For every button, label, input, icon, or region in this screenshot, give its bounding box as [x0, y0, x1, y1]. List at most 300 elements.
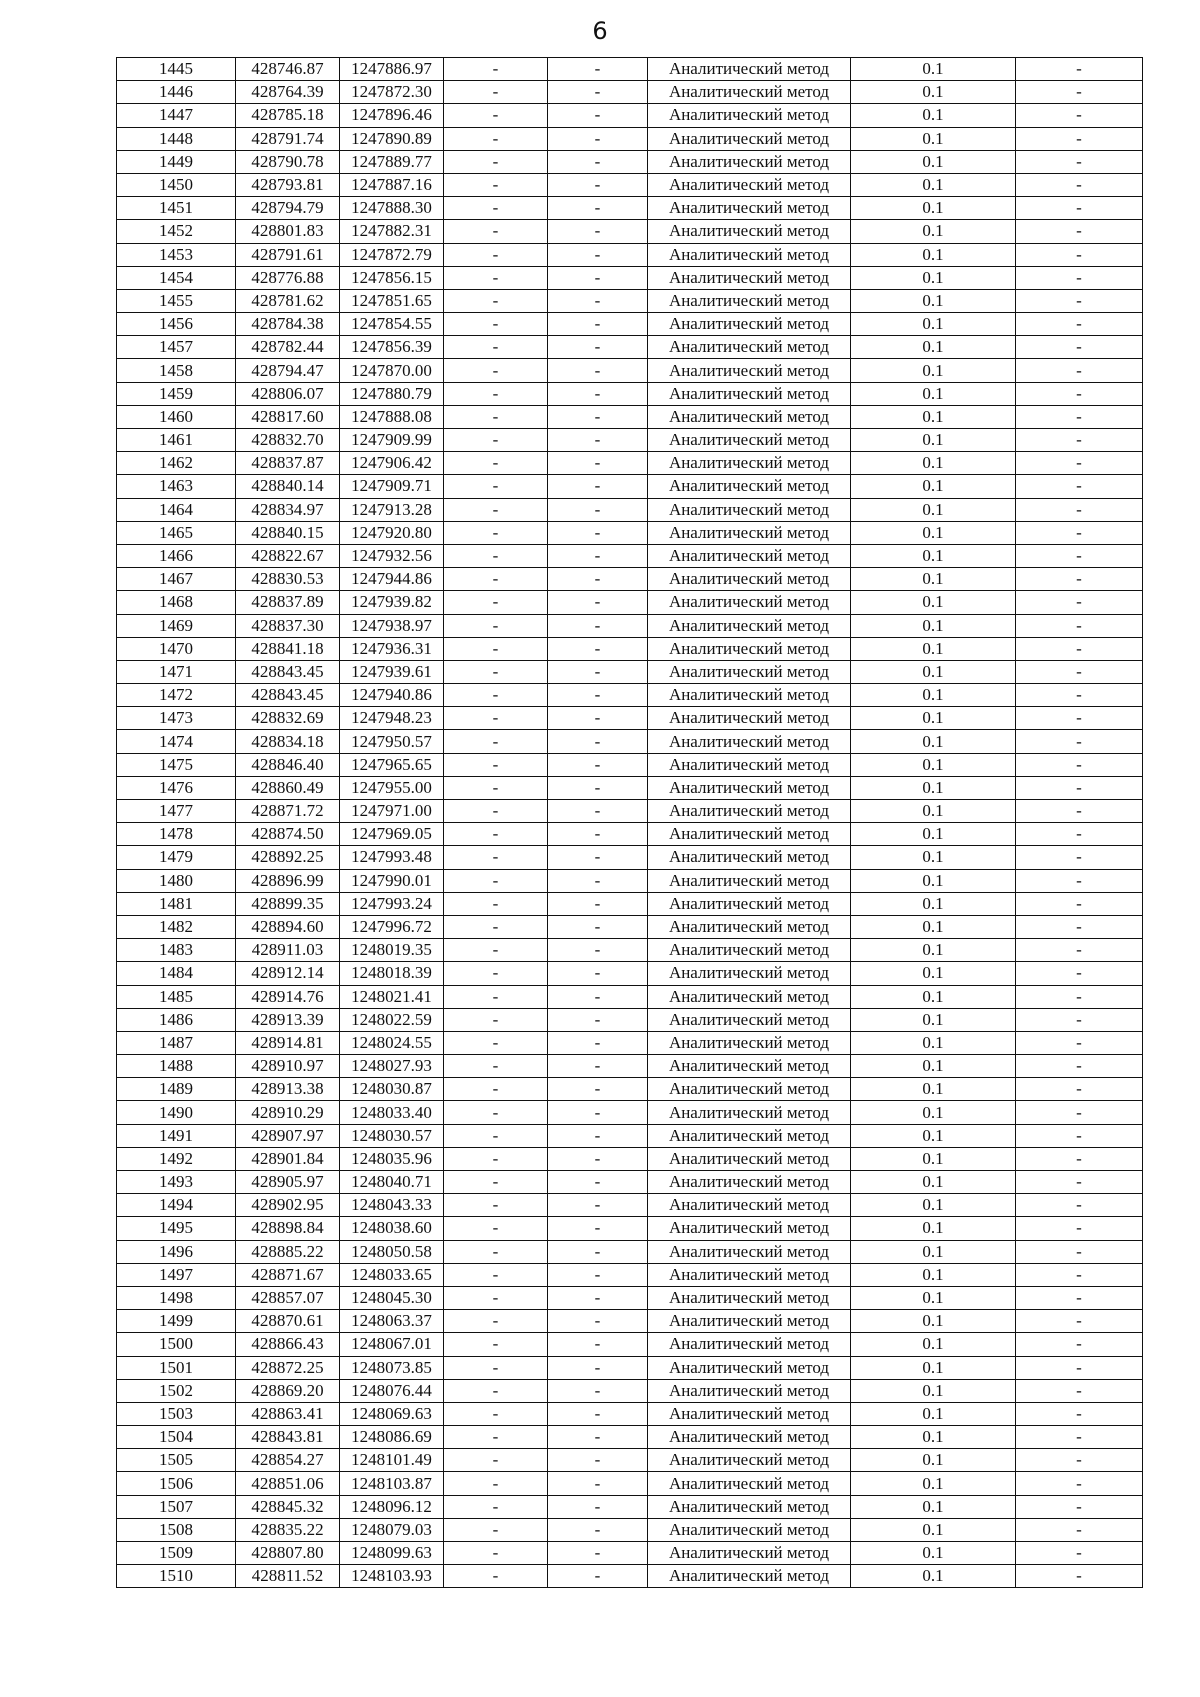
- accuracy-cell: 0.1: [851, 985, 1016, 1008]
- table-row: [117, 1426, 1143, 1449]
- empty-cell-1: -: [444, 475, 548, 498]
- point-number-cell: 1455: [117, 289, 236, 312]
- empty-cell-1: -: [444, 429, 548, 452]
- accuracy-cell: 0.1: [851, 197, 1016, 220]
- point-number-cell: 1493: [117, 1171, 236, 1194]
- method-cell: Аналитический метод: [648, 1333, 851, 1356]
- accuracy-cell: 0.1: [851, 939, 1016, 962]
- point-number-cell: 1478: [117, 823, 236, 846]
- empty-cell-2: -: [548, 776, 648, 799]
- y-coordinate-cell: 1248021.41: [340, 985, 444, 1008]
- empty-cell-2: -: [548, 127, 648, 150]
- method-cell: Аналитический метод: [648, 104, 851, 127]
- accuracy-cell: 0.1: [851, 1426, 1016, 1449]
- x-coordinate-cell: 428857.07: [236, 1286, 340, 1309]
- table-row: [117, 405, 1143, 428]
- table-row: [117, 1240, 1143, 1263]
- table-row: [117, 1333, 1143, 1356]
- table-row: [117, 498, 1143, 521]
- point-number-cell: 1449: [117, 150, 236, 173]
- empty-cell-1: -: [444, 1542, 548, 1565]
- x-coordinate-cell: 428911.03: [236, 939, 340, 962]
- table-row: [117, 1310, 1143, 1333]
- empty-cell-3: -: [1016, 220, 1143, 243]
- y-coordinate-cell: 1248050.58: [340, 1240, 444, 1263]
- method-cell: Аналитический метод: [648, 1495, 851, 1518]
- y-coordinate-cell: 1248035.96: [340, 1147, 444, 1170]
- y-coordinate-cell: 1247971.00: [340, 800, 444, 823]
- empty-cell-2: -: [548, 58, 648, 81]
- empty-cell-3: -: [1016, 684, 1143, 707]
- accuracy-cell: 0.1: [851, 243, 1016, 266]
- point-number-cell: 1471: [117, 660, 236, 683]
- accuracy-cell: 0.1: [851, 336, 1016, 359]
- method-cell: Аналитический метод: [648, 266, 851, 289]
- point-number-cell: 1477: [117, 800, 236, 823]
- empty-cell-3: -: [1016, 660, 1143, 683]
- y-coordinate-cell: 1247993.48: [340, 846, 444, 869]
- method-cell: Аналитический метод: [648, 730, 851, 753]
- y-coordinate-cell: 1248069.63: [340, 1402, 444, 1425]
- accuracy-cell: 0.1: [851, 1402, 1016, 1425]
- y-coordinate-cell: 1247909.99: [340, 429, 444, 452]
- empty-cell-1: -: [444, 359, 548, 382]
- point-number-cell: 1456: [117, 313, 236, 336]
- y-coordinate-cell: 1247886.97: [340, 58, 444, 81]
- point-number-cell: 1488: [117, 1055, 236, 1078]
- empty-cell-3: -: [1016, 452, 1143, 475]
- empty-cell-2: -: [548, 591, 648, 614]
- empty-cell-3: -: [1016, 707, 1143, 730]
- y-coordinate-cell: 1248101.49: [340, 1449, 444, 1472]
- accuracy-cell: 0.1: [851, 869, 1016, 892]
- empty-cell-3: -: [1016, 1542, 1143, 1565]
- accuracy-cell: 0.1: [851, 382, 1016, 405]
- y-coordinate-cell: 1247993.24: [340, 892, 444, 915]
- x-coordinate-cell: 428894.60: [236, 915, 340, 938]
- y-coordinate-cell: 1247888.30: [340, 197, 444, 220]
- method-cell: Аналитический метод: [648, 1286, 851, 1309]
- point-number-cell: 1447: [117, 104, 236, 127]
- method-cell: Аналитический метод: [648, 243, 851, 266]
- point-number-cell: 1468: [117, 591, 236, 614]
- point-number-cell: 1496: [117, 1240, 236, 1263]
- accuracy-cell: 0.1: [851, 1147, 1016, 1170]
- x-coordinate-cell: 428843.45: [236, 684, 340, 707]
- empty-cell-1: -: [444, 1402, 548, 1425]
- empty-cell-1: -: [444, 707, 548, 730]
- table-row: [117, 544, 1143, 567]
- accuracy-cell: 0.1: [851, 962, 1016, 985]
- empty-cell-3: -: [1016, 1356, 1143, 1379]
- empty-cell-3: -: [1016, 1426, 1143, 1449]
- empty-cell-1: -: [444, 220, 548, 243]
- y-coordinate-cell: 1247872.79: [340, 243, 444, 266]
- empty-cell-1: -: [444, 1171, 548, 1194]
- empty-cell-1: -: [444, 892, 548, 915]
- table-row: [117, 1286, 1143, 1309]
- point-number-cell: 1490: [117, 1101, 236, 1124]
- accuracy-cell: 0.1: [851, 1379, 1016, 1402]
- empty-cell-2: -: [548, 568, 648, 591]
- accuracy-cell: 0.1: [851, 1078, 1016, 1101]
- accuracy-cell: 0.1: [851, 544, 1016, 567]
- empty-cell-2: -: [548, 939, 648, 962]
- x-coordinate-cell: 428843.45: [236, 660, 340, 683]
- table-row: [117, 1008, 1143, 1031]
- accuracy-cell: 0.1: [851, 1031, 1016, 1054]
- point-number-cell: 1507: [117, 1495, 236, 1518]
- empty-cell-2: -: [548, 1124, 648, 1147]
- y-coordinate-cell: 1248030.87: [340, 1078, 444, 1101]
- empty-cell-3: -: [1016, 1147, 1143, 1170]
- point-number-cell: 1497: [117, 1263, 236, 1286]
- table-row: [117, 730, 1143, 753]
- empty-cell-1: -: [444, 1147, 548, 1170]
- point-number-cell: 1469: [117, 614, 236, 637]
- y-coordinate-cell: 1248067.01: [340, 1333, 444, 1356]
- x-coordinate-cell: 428834.97: [236, 498, 340, 521]
- x-coordinate-cell: 428910.97: [236, 1055, 340, 1078]
- empty-cell-2: -: [548, 869, 648, 892]
- accuracy-cell: 0.1: [851, 359, 1016, 382]
- empty-cell-1: -: [444, 1078, 548, 1101]
- page-number: 6: [592, 17, 608, 45]
- y-coordinate-cell: 1248086.69: [340, 1426, 444, 1449]
- y-coordinate-cell: 1248033.40: [340, 1101, 444, 1124]
- empty-cell-1: -: [444, 1194, 548, 1217]
- table-row: [117, 1194, 1143, 1217]
- accuracy-cell: 0.1: [851, 753, 1016, 776]
- y-coordinate-cell: 1248103.87: [340, 1472, 444, 1495]
- point-number-cell: 1481: [117, 892, 236, 915]
- empty-cell-2: -: [548, 1542, 648, 1565]
- empty-cell-3: -: [1016, 405, 1143, 428]
- table-row: [117, 1565, 1143, 1588]
- table-row: [117, 521, 1143, 544]
- method-cell: Аналитический метод: [648, 382, 851, 405]
- x-coordinate-cell: 428851.06: [236, 1472, 340, 1495]
- x-coordinate-cell: 428845.32: [236, 1495, 340, 1518]
- y-coordinate-cell: 1247996.72: [340, 915, 444, 938]
- empty-cell-2: -: [548, 1194, 648, 1217]
- x-coordinate-cell: 428746.87: [236, 58, 340, 81]
- accuracy-cell: 0.1: [851, 800, 1016, 823]
- empty-cell-1: -: [444, 1263, 548, 1286]
- empty-cell-1: -: [444, 1031, 548, 1054]
- method-cell: Аналитический метод: [648, 591, 851, 614]
- empty-cell-3: -: [1016, 1402, 1143, 1425]
- empty-cell-2: -: [548, 1171, 648, 1194]
- empty-cell-1: -: [444, 915, 548, 938]
- x-coordinate-cell: 428898.84: [236, 1217, 340, 1240]
- y-coordinate-cell: 1247936.31: [340, 637, 444, 660]
- empty-cell-2: -: [548, 1055, 648, 1078]
- empty-cell-3: -: [1016, 1379, 1143, 1402]
- empty-cell-3: -: [1016, 1449, 1143, 1472]
- empty-cell-3: -: [1016, 359, 1143, 382]
- empty-cell-3: -: [1016, 266, 1143, 289]
- y-coordinate-cell: 1247870.00: [340, 359, 444, 382]
- accuracy-cell: 0.1: [851, 660, 1016, 683]
- accuracy-cell: 0.1: [851, 1310, 1016, 1333]
- empty-cell-2: -: [548, 1565, 648, 1588]
- table-row: [117, 382, 1143, 405]
- accuracy-cell: 0.1: [851, 915, 1016, 938]
- x-coordinate-cell: 428854.27: [236, 1449, 340, 1472]
- empty-cell-2: -: [548, 1240, 648, 1263]
- accuracy-cell: 0.1: [851, 266, 1016, 289]
- empty-cell-1: -: [444, 197, 548, 220]
- accuracy-cell: 0.1: [851, 1472, 1016, 1495]
- empty-cell-3: -: [1016, 1008, 1143, 1031]
- empty-cell-3: -: [1016, 173, 1143, 196]
- empty-cell-2: -: [548, 498, 648, 521]
- accuracy-cell: 0.1: [851, 1217, 1016, 1240]
- empty-cell-2: -: [548, 614, 648, 637]
- empty-cell-2: -: [548, 1031, 648, 1054]
- empty-cell-2: -: [548, 800, 648, 823]
- x-coordinate-cell: 428841.18: [236, 637, 340, 660]
- empty-cell-2: -: [548, 730, 648, 753]
- table-row: [117, 313, 1143, 336]
- method-cell: Аналитический метод: [648, 127, 851, 150]
- empty-cell-1: -: [444, 1426, 548, 1449]
- empty-cell-1: -: [444, 452, 548, 475]
- empty-cell-3: -: [1016, 1055, 1143, 1078]
- point-number-cell: 1500: [117, 1333, 236, 1356]
- accuracy-cell: 0.1: [851, 1495, 1016, 1518]
- empty-cell-1: -: [444, 730, 548, 753]
- x-coordinate-cell: 428807.80: [236, 1542, 340, 1565]
- point-number-cell: 1479: [117, 846, 236, 869]
- table-row: [117, 58, 1143, 81]
- x-coordinate-cell: 428791.74: [236, 127, 340, 150]
- point-number-cell: 1457: [117, 336, 236, 359]
- point-number-cell: 1473: [117, 707, 236, 730]
- x-coordinate-cell: 428811.52: [236, 1565, 340, 1588]
- method-cell: Аналитический метод: [648, 429, 851, 452]
- y-coordinate-cell: 1247856.15: [340, 266, 444, 289]
- empty-cell-1: -: [444, 498, 548, 521]
- method-cell: Аналитический метод: [648, 1310, 851, 1333]
- method-cell: Аналитический метод: [648, 800, 851, 823]
- empty-cell-2: -: [548, 173, 648, 196]
- table-row: [117, 1263, 1143, 1286]
- x-coordinate-cell: 428863.41: [236, 1402, 340, 1425]
- method-cell: Аналитический метод: [648, 1101, 851, 1124]
- table-row: [117, 1147, 1143, 1170]
- empty-cell-2: -: [548, 1356, 648, 1379]
- y-coordinate-cell: 1247913.28: [340, 498, 444, 521]
- method-cell: Аналитический метод: [648, 753, 851, 776]
- table-row: [117, 660, 1143, 683]
- point-number-cell: 1503: [117, 1402, 236, 1425]
- x-coordinate-cell: 428794.47: [236, 359, 340, 382]
- y-coordinate-cell: 1247938.97: [340, 614, 444, 637]
- table-row: [117, 1495, 1143, 1518]
- x-coordinate-cell: 428896.99: [236, 869, 340, 892]
- empty-cell-3: -: [1016, 1194, 1143, 1217]
- x-coordinate-cell: 428840.14: [236, 475, 340, 498]
- accuracy-cell: 0.1: [851, 1240, 1016, 1263]
- method-cell: Аналитический метод: [648, 173, 851, 196]
- table-row: [117, 289, 1143, 312]
- x-coordinate-cell: 428776.88: [236, 266, 340, 289]
- empty-cell-3: -: [1016, 1286, 1143, 1309]
- method-cell: Аналитический метод: [648, 336, 851, 359]
- empty-cell-2: -: [548, 197, 648, 220]
- empty-cell-1: -: [444, 939, 548, 962]
- table-row: [117, 776, 1143, 799]
- empty-cell-2: -: [548, 1333, 648, 1356]
- y-coordinate-cell: 1247856.39: [340, 336, 444, 359]
- method-cell: Аналитический метод: [648, 776, 851, 799]
- accuracy-cell: 0.1: [851, 892, 1016, 915]
- y-coordinate-cell: 1247955.00: [340, 776, 444, 799]
- method-cell: Аналитический метод: [648, 684, 851, 707]
- point-number-cell: 1492: [117, 1147, 236, 1170]
- x-coordinate-cell: 428830.53: [236, 568, 340, 591]
- empty-cell-2: -: [548, 707, 648, 730]
- empty-cell-2: -: [548, 1147, 648, 1170]
- x-coordinate-cell: 428801.83: [236, 220, 340, 243]
- method-cell: Аналитический метод: [648, 220, 851, 243]
- x-coordinate-cell: 428832.69: [236, 707, 340, 730]
- accuracy-cell: 0.1: [851, 1055, 1016, 1078]
- x-coordinate-cell: 428785.18: [236, 104, 340, 127]
- accuracy-cell: 0.1: [851, 568, 1016, 591]
- empty-cell-1: -: [444, 544, 548, 567]
- empty-cell-1: -: [444, 1240, 548, 1263]
- empty-cell-2: -: [548, 266, 648, 289]
- table-row: [117, 684, 1143, 707]
- y-coordinate-cell: 1247872.30: [340, 81, 444, 104]
- coordinates-table: [116, 57, 1143, 1588]
- accuracy-cell: 0.1: [851, 452, 1016, 475]
- x-coordinate-cell: 428914.81: [236, 1031, 340, 1054]
- empty-cell-1: -: [444, 81, 548, 104]
- accuracy-cell: 0.1: [851, 1449, 1016, 1472]
- accuracy-cell: 0.1: [851, 498, 1016, 521]
- empty-cell-1: -: [444, 776, 548, 799]
- y-coordinate-cell: 1248022.59: [340, 1008, 444, 1031]
- point-number-cell: 1461: [117, 429, 236, 452]
- empty-cell-3: -: [1016, 1240, 1143, 1263]
- empty-cell-1: -: [444, 1518, 548, 1541]
- empty-cell-2: -: [548, 1286, 648, 1309]
- x-coordinate-cell: 428843.81: [236, 1426, 340, 1449]
- method-cell: Аналитический метод: [648, 1008, 851, 1031]
- method-cell: Аналитический метод: [648, 1124, 851, 1147]
- accuracy-cell: 0.1: [851, 1333, 1016, 1356]
- empty-cell-1: -: [444, 127, 548, 150]
- table-row: [117, 1449, 1143, 1472]
- empty-cell-2: -: [548, 1449, 648, 1472]
- method-cell: Аналитический метод: [648, 498, 851, 521]
- method-cell: Аналитический метод: [648, 289, 851, 312]
- empty-cell-3: -: [1016, 1263, 1143, 1286]
- table-row: [117, 243, 1143, 266]
- empty-cell-2: -: [548, 660, 648, 683]
- point-number-cell: 1466: [117, 544, 236, 567]
- point-number-cell: 1489: [117, 1078, 236, 1101]
- empty-cell-2: -: [548, 405, 648, 428]
- table-row: [117, 800, 1143, 823]
- y-coordinate-cell: 1248079.03: [340, 1518, 444, 1541]
- accuracy-cell: 0.1: [851, 289, 1016, 312]
- point-number-cell: 1459: [117, 382, 236, 405]
- empty-cell-1: -: [444, 1449, 548, 1472]
- x-coordinate-cell: 428914.76: [236, 985, 340, 1008]
- y-coordinate-cell: 1248043.33: [340, 1194, 444, 1217]
- y-coordinate-cell: 1247888.08: [340, 405, 444, 428]
- table-row: [117, 336, 1143, 359]
- point-number-cell: 1483: [117, 939, 236, 962]
- accuracy-cell: 0.1: [851, 823, 1016, 846]
- table-row: [117, 1379, 1143, 1402]
- x-coordinate-cell: 428866.43: [236, 1333, 340, 1356]
- method-cell: Аналитический метод: [648, 869, 851, 892]
- method-cell: Аналитический метод: [648, 915, 851, 938]
- empty-cell-1: -: [444, 1379, 548, 1402]
- y-coordinate-cell: 1247890.89: [340, 127, 444, 150]
- point-number-cell: 1499: [117, 1310, 236, 1333]
- empty-cell-2: -: [548, 104, 648, 127]
- method-cell: Аналитический метод: [648, 1217, 851, 1240]
- table-row: [117, 1171, 1143, 1194]
- empty-cell-2: -: [548, 429, 648, 452]
- method-cell: Аналитический метод: [648, 1055, 851, 1078]
- empty-cell-3: -: [1016, 800, 1143, 823]
- method-cell: Аналитический метод: [648, 521, 851, 544]
- empty-cell-3: -: [1016, 637, 1143, 660]
- method-cell: Аналитический метод: [648, 614, 851, 637]
- y-coordinate-cell: 1248027.93: [340, 1055, 444, 1078]
- empty-cell-3: -: [1016, 243, 1143, 266]
- method-cell: Аналитический метод: [648, 1472, 851, 1495]
- table-row: [117, 452, 1143, 475]
- y-coordinate-cell: 1247896.46: [340, 104, 444, 127]
- x-coordinate-cell: 428781.62: [236, 289, 340, 312]
- table-row: [117, 707, 1143, 730]
- method-cell: Аналитический метод: [648, 1449, 851, 1472]
- empty-cell-1: -: [444, 1356, 548, 1379]
- point-number-cell: 1470: [117, 637, 236, 660]
- y-coordinate-cell: 1247939.61: [340, 660, 444, 683]
- y-coordinate-cell: 1247950.57: [340, 730, 444, 753]
- point-number-cell: 1498: [117, 1286, 236, 1309]
- x-coordinate-cell: 428869.20: [236, 1379, 340, 1402]
- method-cell: Аналитический метод: [648, 939, 851, 962]
- x-coordinate-cell: 428872.25: [236, 1356, 340, 1379]
- table-row: [117, 915, 1143, 938]
- y-coordinate-cell: 1247965.65: [340, 753, 444, 776]
- empty-cell-1: -: [444, 336, 548, 359]
- empty-cell-3: -: [1016, 939, 1143, 962]
- x-coordinate-cell: 428837.89: [236, 591, 340, 614]
- table-row: [117, 1542, 1143, 1565]
- empty-cell-2: -: [548, 452, 648, 475]
- accuracy-cell: 0.1: [851, 684, 1016, 707]
- method-cell: Аналитический метод: [648, 58, 851, 81]
- empty-cell-1: -: [444, 637, 548, 660]
- empty-cell-1: -: [444, 405, 548, 428]
- x-coordinate-cell: 428790.78: [236, 150, 340, 173]
- method-cell: Аналитический метод: [648, 452, 851, 475]
- empty-cell-1: -: [444, 104, 548, 127]
- x-coordinate-cell: 428794.79: [236, 197, 340, 220]
